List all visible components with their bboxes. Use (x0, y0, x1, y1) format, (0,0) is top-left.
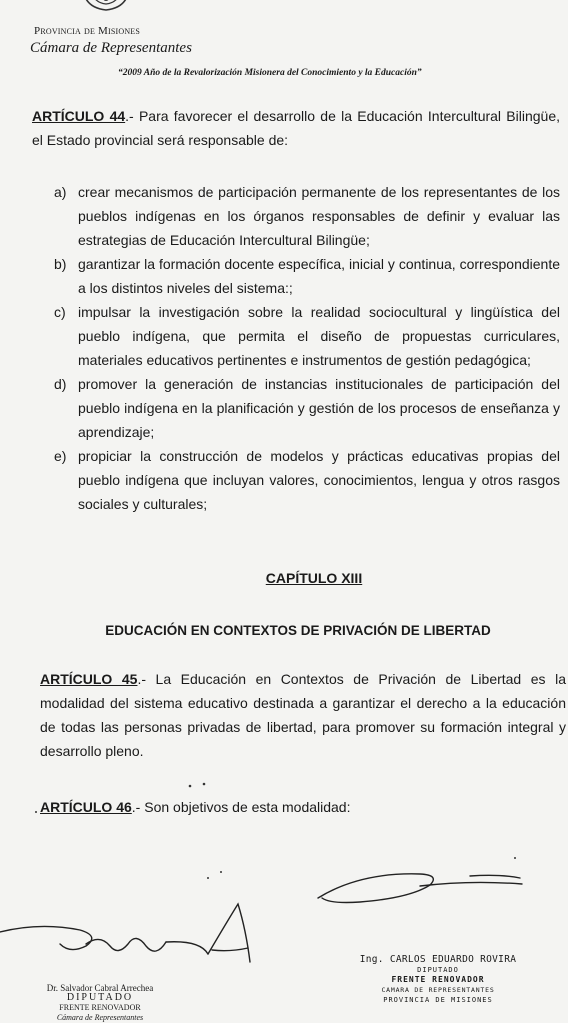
list-item-text: crear mecanismos de participación permanente de los representantes de los pueblos indígenas en los órganos responsables de definir y evaluar las estrategias de Educación Intercultural Bilingüe; (78, 184, 560, 248)
list-marker: a) (54, 184, 67, 200)
list-item-d (54, 372, 560, 444)
signer-name: Ing. CARLOS EDUARDO ROVIRA (359, 954, 517, 965)
article-44-paragraph (32, 104, 560, 152)
signer-name: Dr. Salvador Cabral Arrechea (46, 983, 154, 993)
header-motto: “2009 Año de la Revalorización Misionera del Conocimiento y la Educación” (118, 68, 422, 78)
chapter-number: CAPÍTULO XIII (265, 570, 363, 586)
list-item-c (54, 300, 560, 372)
article-46-text: .- Son objetivos de esta modalidad: (131, 799, 351, 815)
signer-province: PROVINCIA DE MISIONES (383, 996, 493, 1004)
signer-role: DIPUTADO (66, 992, 134, 1003)
list-item-text: garantizar la formación docente específica, inicial y continua, correspondiente a los distintos niveles del sistema:; (78, 256, 560, 296)
chapter-title: EDUCACIÓN EN CONTEXTOS DE PRIVACIÓN DE LIBERTAD (105, 623, 491, 638)
list-item-b (54, 252, 560, 300)
signer-party: FRENTE RENOVADOR (391, 975, 485, 984)
list-marker: b) (54, 256, 67, 272)
list-item-text: propiciar la construcción de modelos y prácticas educativas propias del pueblo indígena que incluyan valores, conocimientos, lengua y otros rasgos sociales y culturales; (78, 448, 560, 512)
article-44-heading: ARTÍCULO 44 (32, 108, 126, 124)
coat-of-arms-icon (80, 0, 132, 12)
list-item-a (54, 180, 560, 252)
article-45-paragraph (40, 667, 566, 763)
list-marker: c) (54, 304, 66, 320)
article-45-text: .- La Educación en Contextos de Privación de Libertad es la modalidad del sistema educativo destinada a garantizar el derecho a la educación de todas las personas privadas de libertad, para promover su formación integral y desarrollo pleno. (40, 671, 566, 759)
list-item-text: promover la generación de instancias institucionales de participación del pueblo indígena en la planificación y gestión de los procesos de enseñanza y aprendizaje; (78, 376, 560, 440)
article-46-paragraph (40, 795, 566, 819)
list-marker: e) (54, 448, 67, 464)
signer-body: CAMARA DE REPRESENTANTES (381, 986, 495, 994)
list-marker: d) (54, 376, 67, 392)
signer-body: Cámara de Representantes (56, 1013, 144, 1022)
article-46-heading: ARTÍCULO 46 (40, 799, 132, 815)
signature-block-left (30, 983, 170, 1023)
signer-role: DIPUTADO (417, 966, 459, 974)
article-45-heading: ARTÍCULO 45 (40, 671, 138, 687)
signer-party: FRENTE RENOVADOR (59, 1003, 141, 1012)
header-chamber: Cámara de Representantes (30, 40, 192, 56)
signature-block-right (358, 955, 518, 1005)
article-44-text: .- Para favorecer el desarrollo de la Educación Intercultural Bilingüe, el Estado provincial será responsable de: (32, 108, 560, 148)
header-province: Provincia de Misiones (34, 25, 141, 37)
list-item-text: impulsar la investigación sobre la realidad sociocultural y lingüística del pueblo indígena, que permita el diseño de propuestas curriculares, materiales educativos pertinentes e instrumentos de gestión pedagógica; (78, 304, 560, 368)
list-item-e (54, 444, 560, 516)
article-44-list (54, 180, 560, 516)
